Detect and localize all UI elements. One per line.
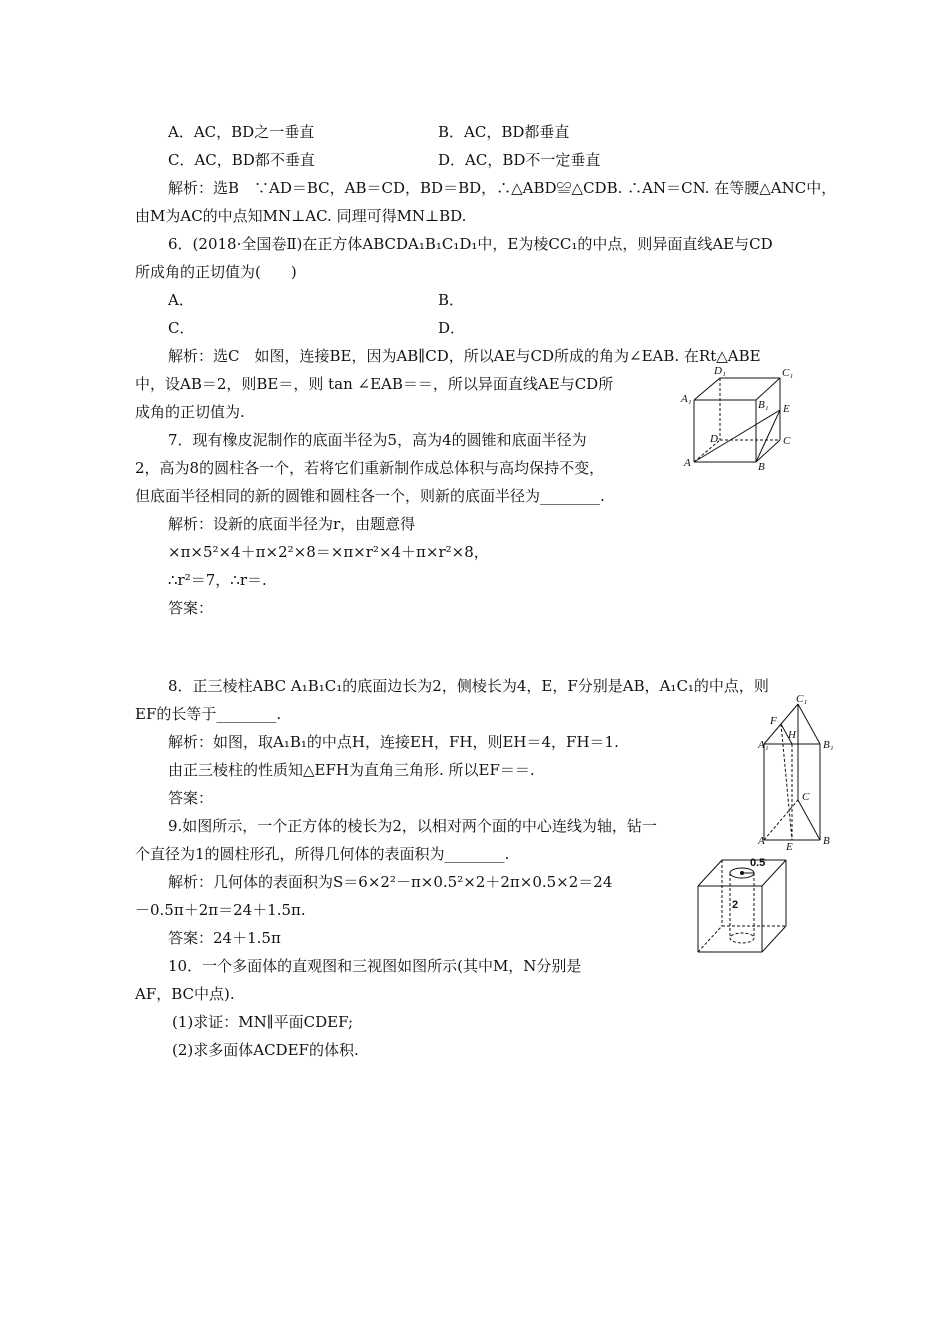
q6-option-c: C． [168,319,195,337]
q6-stem-line-2: 所成角的正切值为( ) [135,263,297,281]
q5-option-b: B．AC，BD都垂直 [438,123,570,141]
hole-radius-label: 0.5 [750,857,766,869]
q8-analysis-line-1: 解析：如图，取A₁B₁的中点H，连接EH，FH，则EH＝4，FH＝1. [168,733,619,751]
q6-option-d: D． [438,319,466,337]
q9-stem-line-2: 个直径为1的圆柱形孔，所得几何体的表面积为________. [135,845,510,863]
cube-label-c1: C₁ [782,367,794,379]
q6-analysis-line-3: 成角的正切值为. [135,403,245,421]
q8-stem-line-1: 8．正三棱柱ABC A₁B₁C₁的底面边长为2，侧棱长为4，E，F分别是AB，A₁C₁的中点，则 [168,677,769,695]
cube-label-e: E [783,403,790,415]
prism-label-f: F [770,715,777,727]
q9-analysis-line-1: 解析：几何体的表面积为S＝6×2²－π×0.5²×2＋2π×0.5×2＝24 [168,873,613,891]
cube-label-a1: A₁ [681,393,692,405]
q6-stem-line-1: 6．(2018·全国卷Ⅱ)在正方体ABCDA₁B₁C₁D₁中，E为棱CC₁的中点，则异面直线AE与CD [168,235,773,253]
q7-stem-line-1: 7．现有橡皮泥制作的底面半径为5，高为4的圆锥和底面半径为 [168,431,587,449]
q7-stem-line-3: 但底面半径相同的新的圆锥和圆柱各一个，则新的底面半径为________. [135,487,605,505]
q9-stem-line-1: 9.如图所示，一个正方体的棱长为2，以相对两个面的中心连线为轴，钻一 [168,817,657,835]
q5-option-d: D．AC，BD不一定垂直 [438,151,601,169]
cube-label-d: D [710,433,718,445]
q7-stem-line-2: 2，高为8的圆柱各一个，若将它们重新制作成总体积与高均保持不变， [135,459,605,477]
q7-analysis-line-3: ∴r²＝7，∴r＝. [168,571,267,589]
q5-analysis-line-2: 由M为AC的中点知MN⊥AC. 同理可得MN⊥BD. [135,207,467,225]
q10-part-2: (2)求多面体ACDEF的体积. [172,1041,359,1059]
q10-stem-line-1: 10．一个多面体的直观图和三视图如图所示(其中M，N分别是 [168,957,582,975]
cube-label-d1: D₁ [714,365,726,377]
q8-stem-line-2: EF的长等于________. [135,705,282,723]
cube-label-b1: B₁ [758,399,769,411]
q5-option-c: C．AC，BD都不垂直 [168,151,315,169]
q6-option-b: B． [438,291,465,309]
prism-label-c: C [802,791,810,803]
q8-answer: 答案： [168,789,214,807]
prism-label-b1: B₁ [823,739,834,751]
prism-label-a: A [758,835,765,847]
cube-label-a: A [684,457,691,469]
drilled-cube-figure [694,852,790,956]
q10-part-1: (1)求证：MN∥平面CDEF; [172,1013,354,1031]
q7-analysis-line-2: ×π×5²×4＋π×2²×8＝×π×r²×4＋π×r²×8， [168,543,489,561]
q6-analysis-line-1: 解析：选C 如图，连接BE，因为AB∥CD，所以AE与CD所成的角为∠EAB. 在Rt△ABE [168,347,761,365]
prism-label-a1: A₁ [758,739,769,751]
cube-label-c: C [783,435,791,447]
q6-option-a: A． [168,291,194,309]
prism-figure [760,690,840,852]
prism-label-e: E [786,841,793,853]
prism-label-c1: C₁ [796,693,808,705]
q9-answer: 答案：24＋1.5π [168,929,281,947]
q9-analysis-line-2: －0.5π＋2π＝24＋1.5π. [135,901,306,919]
cube-figure [680,362,810,472]
q7-answer: 答案： [168,599,214,617]
hole-depth-label: 2 [732,899,739,911]
cube-label-b: B [758,461,765,473]
prism-label-h: H [788,729,796,741]
q5-option-a: A．AC，BD之一垂直 [168,123,315,141]
prism-label-b: B [823,835,830,847]
q7-analysis-line-1: 解析：设新的底面半径为r，由题意得 [168,515,416,533]
q10-stem-line-2: AF，BC中点). [135,985,235,1003]
q6-analysis-line-2: 中，设AB＝2，则BE＝，则 tan ∠EAB＝＝，所以异面直线AE与CD所 [135,375,614,393]
q5-analysis-line-1: 解析：选B ∵AD＝BC，AB＝CD，BD＝BD，∴△ABD≌△CDB. ∴AN＝CN. 在等腰△ANC中， [168,179,837,197]
q8-analysis-line-2: 由正三棱柱的性质知△EFH为直角三角形. 所以EF＝＝. [168,761,535,779]
